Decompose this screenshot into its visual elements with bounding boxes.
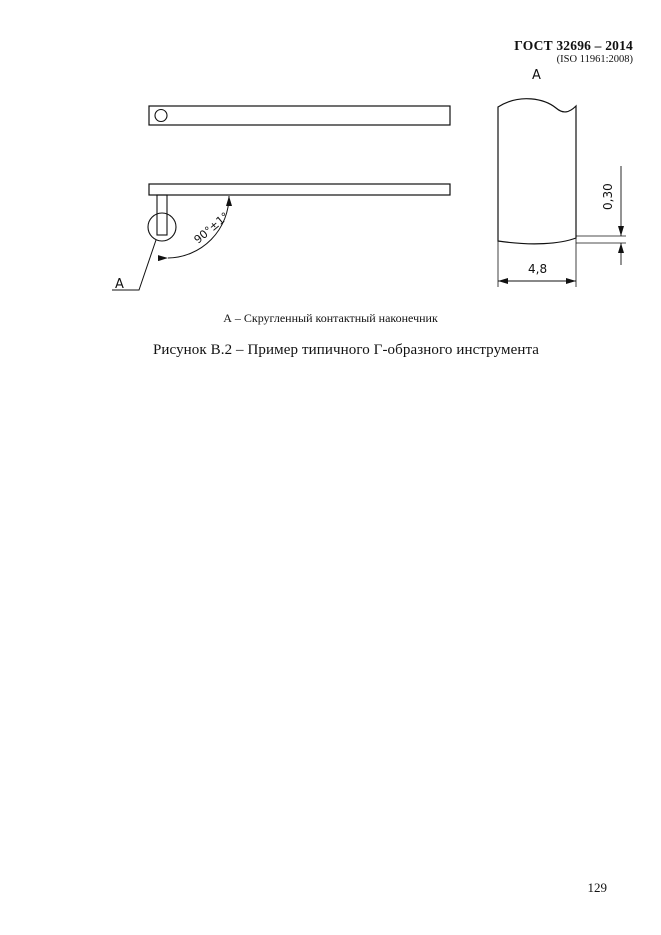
figure-legend: А – Скругленный контактный наконечник [223, 311, 438, 325]
tool-shaft [149, 184, 450, 195]
tool-hole [155, 110, 167, 122]
iso-reference: (ISO 11961:2008) [556, 53, 633, 65]
detail-circle [148, 213, 176, 241]
standard-code: ГОСТ 32696 – 2014 [514, 38, 633, 53]
tool-top-view [149, 106, 450, 125]
thickness-dimension-label: 0,30 [601, 183, 615, 210]
figure-caption: Рисунок В.2 – Пример типичного Г-образного инструмента [152, 342, 540, 358]
tool-tip [157, 195, 167, 235]
detail-view-label: А [532, 68, 541, 83]
detail-tip-outline [498, 99, 576, 244]
width-dimension-label: 4,8 [528, 262, 548, 276]
detail-callout-label: А [115, 277, 124, 292]
tool-side-view [112, 184, 450, 292]
angle-dimension-label: 90°±1° [191, 209, 232, 247]
page-number: 129 [587, 880, 607, 895]
detail-a-view [498, 68, 626, 287]
